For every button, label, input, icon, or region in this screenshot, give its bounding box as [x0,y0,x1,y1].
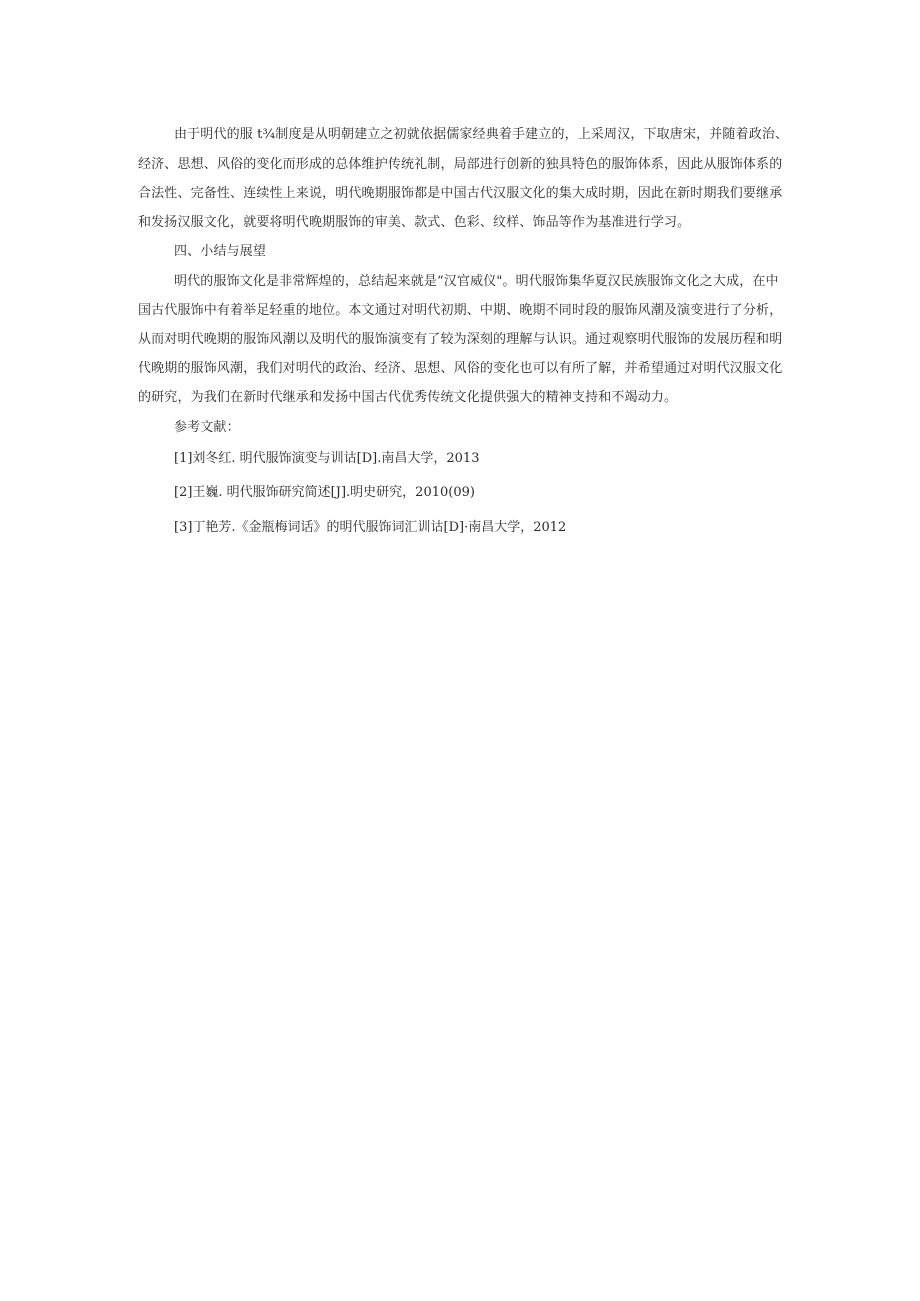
reference-item: [3]丁艳芳.《金瓶梅词话》的明代服饰词汇训诂[D]·南昌大学，2012 [174,520,567,535]
paragraph-line: 明代的服饰文化是非常辉煌的，总结起来就是“汉官威仪"。明代服饰集华夏汉民族服饰文化之大成，在中 [174,274,779,289]
paragraph-line: 国古代服饰中有着举足轻重的地位。本文通过对明代初期、中期、晚期不同时段的服饰风潮及演变进行了分析， [138,303,783,318]
paragraph-line: 的研究，为我们在新时代继承和发扬中国古代优秀传统文化提供强大的精神支持和不竭动力。 [138,390,678,405]
paragraph-line: 代晚期的服饰风潮，我们对明代的政治、经济、思想、风俗的变化也可以有所了解，并希望通过对明代汉服文化 [138,361,783,376]
paragraph-line: 经济、思想、风俗的变化而形成的总体维护传统礼制，局部进行创新的独具特色的服饰体系，因此从服饰体系的 [138,157,783,172]
reference-item: [2]王巍. 明代服饰研究简述[J].明史研究，2010(09) [174,485,475,500]
paragraph-line: 和发扬汉服文化，就要将明代晚期服饰的审美、款式、色彩、纹样、饰品等作为基准进行学习。 [138,215,691,230]
references-heading: 参考文献： [174,420,240,435]
paragraph-line: 由于明代的服 t¾制度是从明朝建立之初就依据儒家经典着手建立的，上采周汉，下取唐宋，并随着政治、 [174,127,789,142]
reference-item: [1]刘冬红. 明代服饰演变与训诂[D].南昌大学，2013 [174,451,480,466]
paragraph-line: 从而对明代晚期的服饰风潮以及明代的服饰演变有了较为深刻的理解与认识。通过观察明代服饰的发展历程和明 [138,332,783,347]
section-heading: 四、小结与展望 [174,244,267,259]
paragraph-line: 合法性、完备性、连续性上来说，明代晚期服饰都是中国古代汉服文化的集大成时期，因此在新时期我们要继承 [138,186,783,201]
